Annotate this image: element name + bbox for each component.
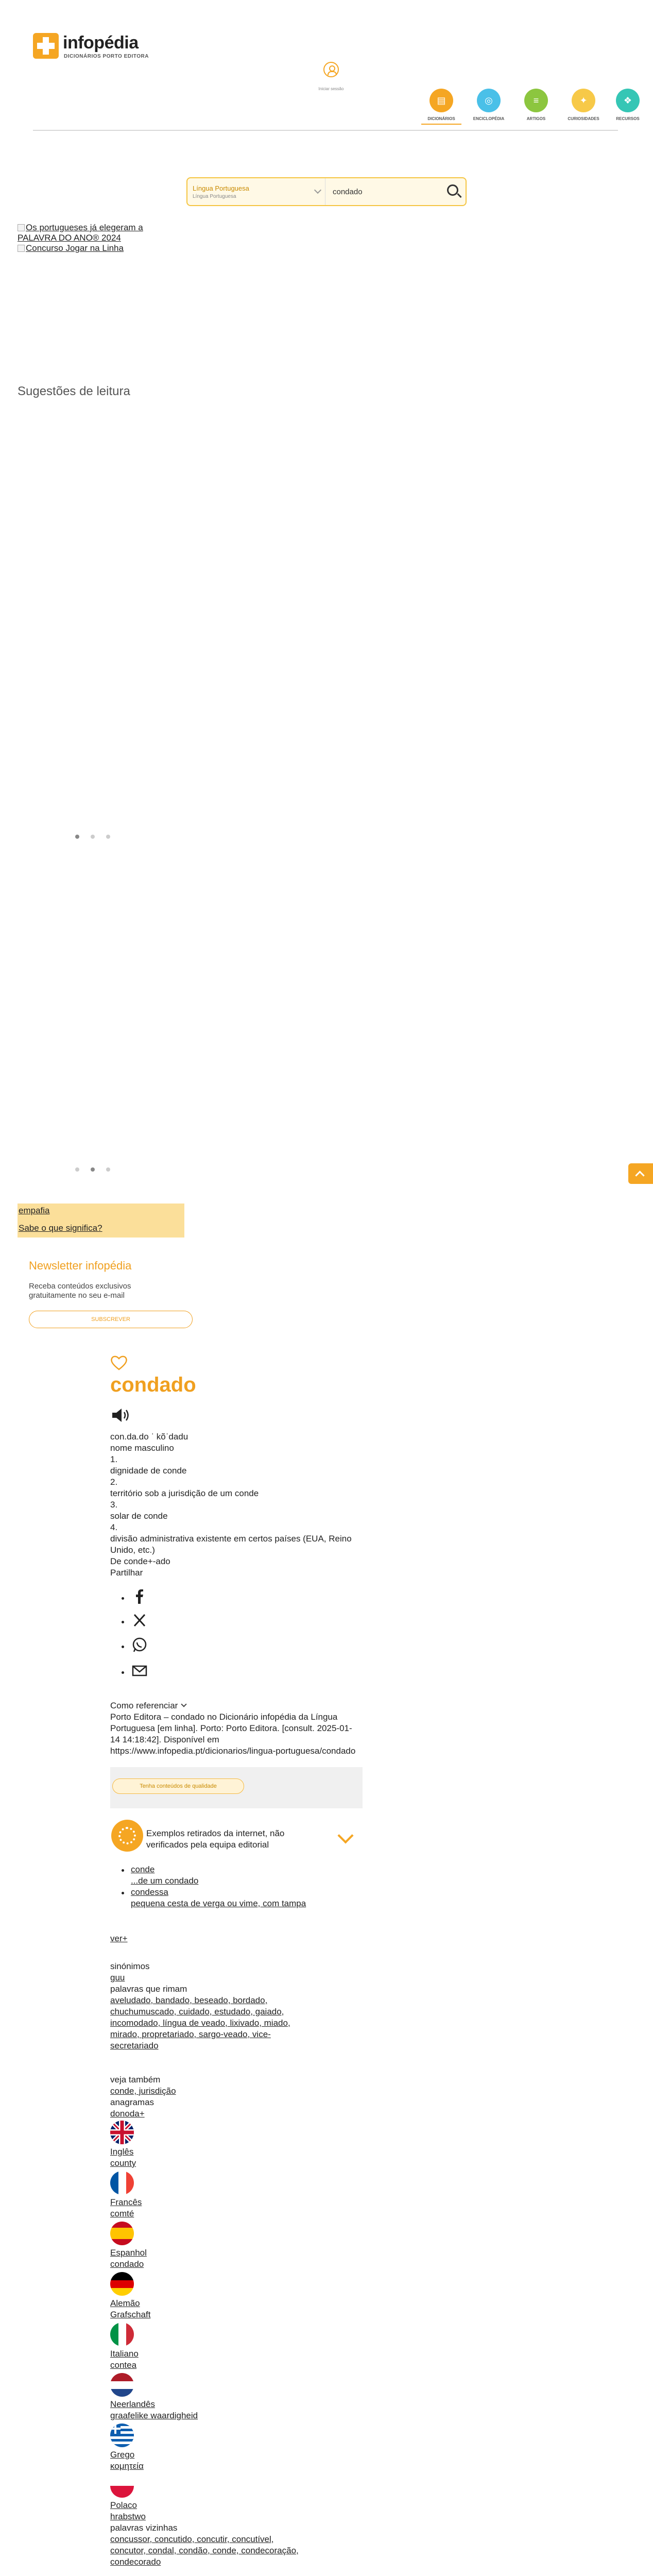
- flag-uk-icon: [110, 2121, 134, 2144]
- see-also-label: veja também: [110, 2075, 161, 2084]
- rhymes-label: palavras que rimam: [110, 1984, 187, 1994]
- example-word[interactable]: condessa: [131, 1887, 168, 1897]
- examples-icon: [111, 1820, 143, 1852]
- sense-text: território sob a jurisdição de um conde: [110, 1488, 259, 1498]
- example-context[interactable]: pequena cesta de verga ou vime, com tampa: [131, 1899, 306, 1908]
- sense-number: 2.: [110, 1477, 118, 1487]
- anagram-link[interactable]: donoda+: [110, 2109, 145, 2119]
- translation-lang[interactable]: Neerlandês: [110, 2399, 155, 2409]
- translation-lang[interactable]: Italiano: [110, 2349, 139, 2359]
- chevron-down-icon[interactable]: [337, 1827, 353, 1843]
- banner-concurso[interactable]: Concurso Jogar na Linha: [18, 243, 124, 253]
- translation-word[interactable]: condado: [110, 2259, 144, 2269]
- facebook-icon[interactable]: [131, 1588, 148, 1605]
- translation-lang[interactable]: Inglês: [110, 2147, 134, 2157]
- synonyms-label: sinónimos: [110, 1961, 150, 1971]
- lightbulb-icon: ✦: [579, 95, 588, 106]
- word-of-the-day: [18, 1204, 184, 1238]
- flag-greece-icon: [110, 2424, 134, 2447]
- infopedia-logo-icon[interactable]: [33, 33, 59, 59]
- translation-word[interactable]: comté: [110, 2209, 134, 2218]
- neighbors-label: palavras vizinhas: [110, 2523, 178, 2533]
- headword: condado: [110, 1374, 196, 1396]
- translation-lang[interactable]: Alemão: [110, 2298, 140, 2308]
- translation-lang[interactable]: Francês: [110, 2197, 142, 2207]
- example-word[interactable]: conde: [131, 1865, 155, 1874]
- nav-active-indicator: [421, 124, 461, 125]
- see-more-link[interactable]: ver+: [110, 1934, 128, 1943]
- dictionary-select[interactable]: Língua Portuguesa Língua Portuguesa: [187, 178, 325, 205]
- citation: Porto Editora – condado no Dicionário infopédia da Língua Portuguesa [em linha]. Porto: Porto Editora. [consult. 2025-01-14 14:18:42]. Disponível em https://www.infopedia.pt/dicionarios/lingua-portuguesa/condado: [110, 1712, 356, 1756]
- book-icon: ▤: [437, 95, 446, 106]
- share-label: Partilhar: [110, 1568, 143, 1578]
- sense-text: dignidade de conde: [110, 1466, 187, 1476]
- email-icon[interactable]: [131, 1662, 148, 1680]
- anagrams-label: anagramas: [110, 2097, 154, 2107]
- article-icon: ≡: [533, 95, 539, 106]
- translation-word[interactable]: contea: [110, 2360, 137, 2370]
- resources-icon: ❖: [623, 95, 632, 106]
- banner-palavra-do-ano[interactable]: Os portugueses já elegeram a PALAVRA DO ANO® 2024: [18, 223, 143, 243]
- chevron-down-icon: [181, 1701, 187, 1707]
- example-context[interactable]: ...de um condado: [131, 1876, 199, 1886]
- flag-netherlands-icon: [110, 2373, 134, 2397]
- chevron-down-icon: [314, 187, 321, 194]
- examples-title: Exemplos retirados da internet, não verificados pela equipa editorial: [146, 1828, 285, 1850]
- carousel-dot[interactable]: [106, 835, 110, 839]
- cite-toggle[interactable]: Como referenciar: [110, 1700, 378, 1711]
- user-icon[interactable]: [323, 62, 339, 77]
- translation-lang[interactable]: Grego: [110, 2450, 135, 2460]
- word-of-day-link[interactable]: empafia: [19, 1206, 50, 1215]
- translation-word[interactable]: κομητεία: [110, 2461, 144, 2471]
- suggestions-title: Sugestões de leitura: [18, 384, 130, 398]
- speaker-icon[interactable]: [110, 1406, 131, 1424]
- translation-word[interactable]: graafelike waardigheid: [110, 2411, 198, 2420]
- carousel-dot[interactable]: [91, 835, 95, 839]
- neighbors-list[interactable]: concussor, concutido, concutir, concutível, concutor, condal, condão, conde, condecoração, condecorado: [110, 2534, 299, 2567]
- carousel-dot[interactable]: [106, 1167, 110, 1172]
- synonym-link[interactable]: guu: [110, 1973, 125, 1982]
- etymology: De conde+-ado: [110, 1556, 170, 1566]
- flag-france-icon: [110, 2171, 134, 2195]
- flag-germany-icon: [110, 2272, 134, 2296]
- rhymes-list[interactable]: aveludado, bandado, beseado, bordado, chuchumuscado, cuidado, estudado, gaiado, incomodado, língua de veado, lixivado, miado, mirado, propretariado, sargo-veado, vice-secretariado: [110, 1995, 290, 2050]
- subscribe-button[interactable]: SUBSCREVER: [29, 1311, 193, 1328]
- globe-icon: ◎: [485, 95, 493, 106]
- search-input[interactable]: [333, 183, 441, 200]
- see-also-list[interactable]: conde, jurisdição: [110, 2086, 176, 2096]
- translation-lang[interactable]: Espanhol: [110, 2248, 147, 2258]
- search-bar: [186, 177, 467, 206]
- sense-text: solar de conde: [110, 1511, 168, 1521]
- flag-poland-icon: [110, 2474, 134, 2498]
- login-label[interactable]: Iniciar sessão: [318, 87, 344, 91]
- flag-italy-icon: [110, 2323, 134, 2346]
- newsletter-text: Receba conteúdos exclusivos gratuitamente no seu e-mail: [29, 1282, 131, 1300]
- header-divider: [33, 130, 618, 131]
- heart-icon[interactable]: [110, 1355, 128, 1370]
- pronunciation: con.da.do ˈ kõˈdadu: [110, 1432, 188, 1442]
- sense-text: divisão administrativa existente em certos países (EUA, Reino Unido, etc.): [110, 1534, 352, 1555]
- logo-subtitle: DICIONÁRIOS PORTO EDITORA: [64, 54, 149, 59]
- sense-number: 1.: [110, 1454, 118, 1464]
- translation-word[interactable]: hrabstwo: [110, 2512, 146, 2521]
- sense-number: 3.: [110, 1500, 118, 1510]
- carousel-dot[interactable]: [75, 835, 79, 839]
- carousel-dot[interactable]: [91, 1167, 95, 1172]
- newsletter-title: Newsletter infopédia: [29, 1259, 132, 1272]
- x-icon[interactable]: [131, 1612, 148, 1629]
- translation-word[interactable]: Grafschaft: [110, 2310, 151, 2319]
- flag-spain-icon: [110, 2222, 134, 2245]
- carousel-dot[interactable]: [75, 1167, 79, 1172]
- word-of-day-meaning-link[interactable]: Sabe o que significa?: [19, 1223, 102, 1233]
- back-to-top-button[interactable]: [628, 1163, 653, 1184]
- logo-name[interactable]: infopédia: [63, 33, 139, 53]
- search-icon[interactable]: [447, 184, 458, 196]
- sense-number: 4.: [110, 1522, 118, 1532]
- copy-button[interactable]: Tenha conteúdos de qualidade: [112, 1778, 244, 1794]
- translation-word[interactable]: county: [110, 2158, 136, 2168]
- whatsapp-icon[interactable]: [131, 1636, 148, 1654]
- part-of-speech: nome masculino: [110, 1443, 174, 1453]
- translation-lang[interactable]: Polaco: [110, 2500, 137, 2510]
